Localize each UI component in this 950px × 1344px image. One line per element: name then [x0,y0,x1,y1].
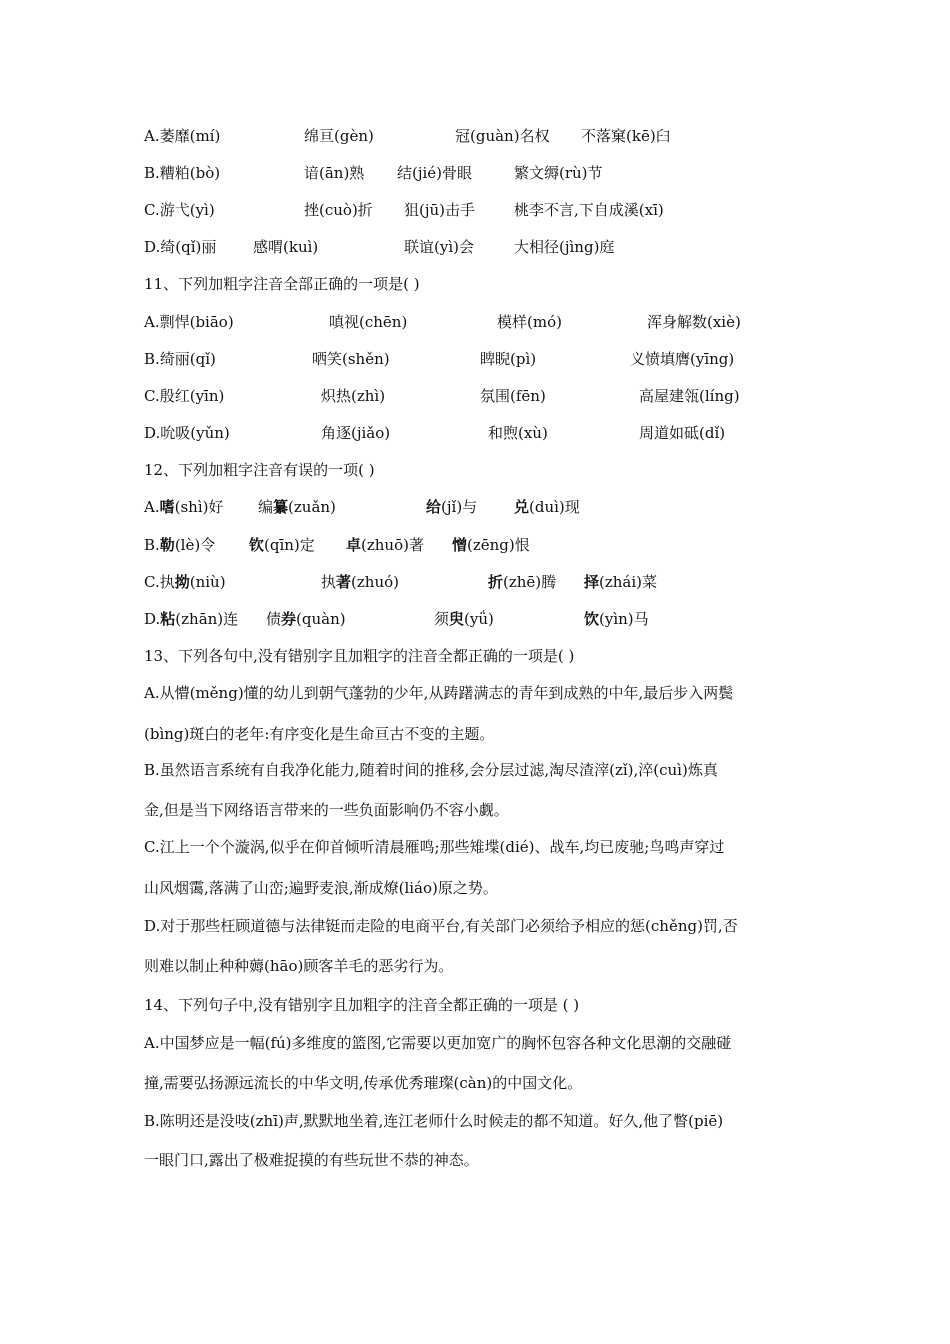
q13-b-text-2: 金,但是当下网络语言带来的一些负面影响仍不容小觑。 [144,801,509,819]
q11-stem [0,272,950,296]
q12-b-1-bold: 勒 [159,536,175,554]
q13-c-text-2: 山风烟霭,落满了山峦;遍野麦浪,渐成燎(liáo)原之势。 [144,879,498,897]
q10-d-1: D.绮(qǐ)丽 [144,238,217,256]
q11-d-4: 周道如砥(dǐ) [639,424,726,442]
q10-c-4: 桃李不言,下自成溪(xī) [514,201,664,219]
q10-b-2: 谙(ān)熟 [304,164,365,182]
q13-c-text-1: C.江上一个个漩涡,似乎在仰首倾听清晨雁鸣;那些雉堞(dié)、战车,均已废驰;鸟鸣声穿过 [144,838,725,856]
q12-a-2-pre: 编 [258,498,274,516]
q12-a-1-post: (shì)好 [174,498,224,516]
q12-a-3 [426,495,477,519]
q12-b-1 [144,533,215,557]
q12-d-4 [584,607,649,631]
q14-b-line1 [0,1109,950,1133]
q12-c-3-bold: 折 [488,573,504,591]
q12-a-2 [258,495,336,519]
q10-option-d [0,235,950,259]
q12-c-1-pre: C.执 [144,573,175,591]
q12-c-2-bold: 著 [336,573,352,591]
q10-c-3: 狙(jū)击手 [404,201,476,219]
q12-d-3-pre: 须 [434,610,450,628]
q12-b-1-post: (lè)令 [174,536,216,554]
q12-d-1 [144,607,238,631]
q12-b-2-post: (qīn)定 [264,536,315,554]
q12-a-4 [514,495,580,519]
q13-stem [0,644,950,668]
q13-b-text-1: B.虽然语言系统有自我净化能力,随着时间的推移,会分层过滤,淘尽渣滓(zǐ),淬(cuì)炼真 [144,761,718,779]
q12-a-2-bold: 纂 [273,498,289,516]
q12-d-2-post: (quàn) [296,610,346,628]
q12-a-3-bold: 给 [426,498,442,516]
q10-d-4: 大相径(jìng)庭 [514,238,615,256]
q13-d-line1 [0,914,950,938]
q10-a-3: 冠(guàn)名权 [455,127,550,145]
q10-d-3: 联谊(yì)会 [404,238,474,256]
q13-stem-text: 13、下列各句中,没有错别字且加粗字的注音全都正确的一项是( ) [144,647,575,665]
q10-b-3: 结(jié)骨眼 [397,164,473,182]
q12-d-4-bold: 饮 [584,610,600,628]
q14-stem-text: 14、下列句子中,没有错别字且加粗字的注音全都正确的一项是 ( ) [144,996,580,1014]
q11-c-3: 氛围(fēn) [480,387,546,405]
q12-c-1 [144,570,226,594]
q12-c-4-bold: 择 [584,573,600,591]
q13-d-text-1: D.对于那些枉顾道德与法律铤而走险的电商平台,有关部门必须给予相应的惩(chěng)罚,否 [144,917,738,935]
q12-b-4 [452,533,530,557]
q12-d-2-pre: 债 [266,610,282,628]
q12-c-4-post: (zhái)菜 [599,573,658,591]
q12-a-1-bold: 嗜 [159,498,175,516]
q12-c-3 [488,570,556,594]
q11-b-2: 哂笑(shěn) [312,350,390,368]
q13-a-line2 [0,722,950,746]
q13-a-text-1: A.从懵(měng)懂的幼儿到朝气蓬勃的少年,从踌躇满志的青年到成熟的中年,最后步入两鬓 [144,684,734,702]
q12-b-2-bold: 钦 [249,536,265,554]
q14-a-text-1: A.中国梦应是一幅(fú)多维度的篮图,它需要以更加宽广的胸怀包容各种文化思潮的交融碰 [144,1034,732,1052]
q12-d-1-bold: 粘 [160,610,176,628]
q14-b-line2 [0,1148,950,1172]
q14-b-text-2: 一眼门口,露出了极难捉摸的有些玩世不恭的神态。 [144,1151,479,1169]
q11-b-1: B.绮丽(qǐ) [144,350,216,368]
q11-option-d [0,421,950,445]
q12-a-2-post: (zuǎn) [288,498,336,516]
q12-d-2 [266,607,346,631]
q13-d-text-2: 则难以制止种种薅(hāo)顾客羊毛的恶劣行为。 [144,957,454,975]
q14-a-text-2: 撞,需要弘扬源远流长的中华文明,传承优秀璀璨(càn)的中国文化。 [144,1074,583,1092]
q12-c-2-pre: 执 [321,573,337,591]
q10-option-a [0,124,950,148]
q12-c-3-post: (zhē)腾 [503,573,557,591]
q12-b-2 [249,533,315,557]
q13-c-line2 [0,876,950,900]
q12-d-3 [434,607,494,631]
q11-c-2: 炽热(zhì) [321,387,386,405]
q10-option-c [0,198,950,222]
q12-option-a [0,495,950,519]
q10-a-2: 绵亘(gèn) [304,127,374,145]
q11-a-2: 嗔视(chēn) [329,313,408,331]
q13-b-line1 [0,758,950,782]
q13-c-line1 [0,835,950,859]
q11-a-4: 浑身解数(xiè) [647,313,741,331]
q10-b-4: 繁文缛(rù)节 [514,164,603,182]
q12-d-2-bold: 券 [281,610,297,628]
q11-a-3: 模样(mó) [497,313,562,331]
q12-a-1-pre: A. [144,498,160,516]
q12-a-3-post: (jǐ)与 [441,498,478,516]
q11-option-b [0,347,950,371]
q12-stem [0,458,950,482]
q12-d-1-pre: D. [144,610,161,628]
q12-c-1-post: (niù) [189,573,226,591]
q12-c-2 [321,570,399,594]
q12-b-4-bold: 憎 [452,536,468,554]
q11-option-c [0,384,950,408]
q10-option-b [0,161,950,185]
q10-c-2: 挫(cuò)折 [304,201,373,219]
q11-c-1: C.殷红(yīn) [144,387,225,405]
q10-a-4: 不落窠(kē)臼 [581,127,671,145]
q12-b-1-pre: B. [144,536,160,554]
q12-b-3-bold: 卓 [346,536,362,554]
q12-a-4-post: (duì)现 [529,498,580,516]
q10-d-2: 感喟(kuì) [253,238,319,256]
q12-c-1-bold: 拗 [174,573,190,591]
q11-c-4: 高屋建瓴(líng) [639,387,740,405]
q11-b-3: 睥睨(pì) [480,350,537,368]
q13-b-line2 [0,798,950,822]
q12-b-4-post: (zēng)恨 [467,536,530,554]
q12-c-2-post: (zhuó) [351,573,399,591]
q12-d-1-post: (zhān)连 [175,610,239,628]
q12-option-d [0,607,950,631]
q11-b-4: 义愤填膺(yīng) [630,350,735,368]
q13-a-line1 [0,681,950,705]
q11-d-3: 和煦(xù) [488,424,548,442]
q12-b-3-post: (zhuō)著 [361,536,424,554]
q12-stem-text: 12、下列加粗字注音有误的一项( ) [144,461,375,479]
q12-a-4-bold: 兑 [514,498,530,516]
q12-b-3 [346,533,424,557]
q11-a-1: A.剽悍(biāo) [144,313,234,331]
q12-c-4 [584,570,657,594]
q11-d-1: D.吮吸(yǔn) [144,424,230,442]
q13-a-text-2: (bìng)斑白的老年:有序变化是生命亘古不变的主题。 [144,725,495,743]
q10-b-1: B.糟粕(bò) [144,164,221,182]
q12-option-b [0,533,950,557]
q11-d-2: 角逐(jiǎo) [321,424,391,442]
q11-stem-text: 11、下列加粗字注音全部正确的一项是( ) [144,275,420,293]
q12-a-1 [144,495,224,519]
q10-c-1: C.游弋(yì) [144,201,215,219]
q13-d-line2 [0,954,950,978]
q14-b-text-1: B.陈明还是没吱(zhī)声,默默地坐着,连江老师什么时候走的都不知道。好久,他了瞥(piē) [144,1112,724,1130]
q12-d-4-post: (yìn)马 [599,610,649,628]
q11-option-a [0,310,950,334]
q12-d-3-post: (yǘ) [464,610,494,628]
q14-stem [0,993,950,1017]
q14-a-line2 [0,1071,950,1095]
q12-d-3-bold: 臾 [449,610,465,628]
q10-a-1: A.萎靡(mí) [144,127,221,145]
q12-option-c [0,570,950,594]
q14-a-line1 [0,1031,950,1055]
